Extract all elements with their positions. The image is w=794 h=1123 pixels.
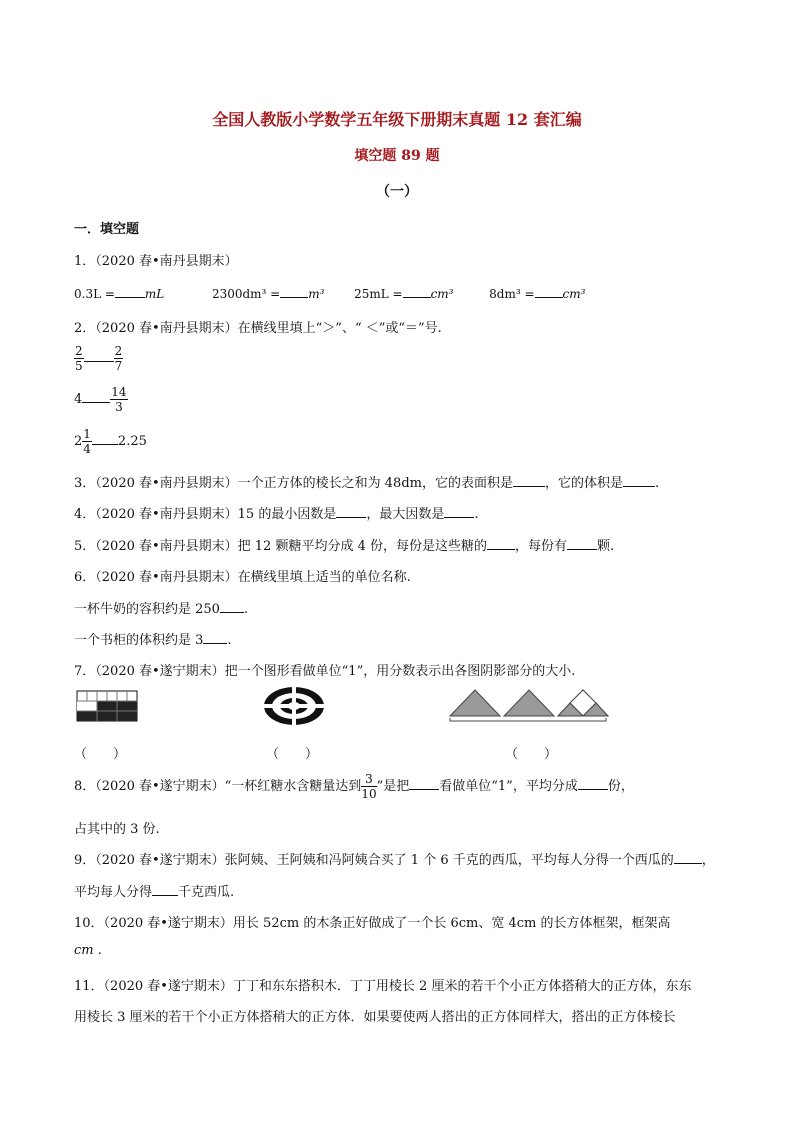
answer-blank[interactable] [203,631,227,644]
question-8: 8．（2020 春•遂宁期末）“一杯红糖水含糖量达到 $\frac{3}{10}$ ”是把 看做单位“1”，平均分成 份， [74,772,634,801]
answer-blank[interactable] [409,777,439,790]
section-heading: 一．填空题 [74,222,140,237]
answer-blank[interactable] [115,285,145,298]
question-10-line-2: cm . [74,943,102,958]
question-3: 3．（2020 春•南丹县期末）一个正方体的棱长之和为 48dm，它的表面积是 ，它的体积是 . [74,476,660,491]
q1-d-unit: cm³ [562,287,586,301]
question-9: 9．（2020 春•遂宁期末）张阿姨、王阿姨和冯阿姨合买了 1 个 6 千克的西瓜，平均每人分得一个西瓜的 ， [74,853,715,868]
question-9-line-2: 平均每人分得 千克西瓜. [74,885,235,900]
answer-blank[interactable] [535,285,563,298]
question-5: 5．（2020 春•南丹县期末）把 12 颗糖平均分成 4 份，每份是这些糖的 ，每份有 颗. [74,539,615,554]
triangle-figure [448,688,612,722]
answer-blank[interactable] [336,505,366,518]
document-subtitle: 填空题 89 题 [354,148,440,164]
q1-a-unit: mL [144,287,165,301]
q1-b-unit: m³ [308,287,325,301]
q2-row-1: $\frac{2}{5}$ $\frac{2}{7}$ [75,344,123,373]
answer-blank[interactable] [674,851,702,864]
answer-blank[interactable] [82,390,110,403]
q2-row-3: 2 $\frac{1}{4}$ 2.25 [74,427,147,456]
answer-blank[interactable] [152,883,178,896]
answer-paren-3[interactable]: （ ） [505,747,558,762]
part-label: （一） [376,184,418,200]
answer-paren-2[interactable]: （ ） [266,747,319,762]
answer-blank[interactable] [444,505,474,518]
answer-blank[interactable] [220,600,244,613]
q1-a-expr: 0.3L = [74,287,115,301]
q1-b-expr: 2300dm³ = [211,287,281,301]
question-10: 10．（2020 春•遂宁期末）用长 52cm 的木条正好做成了一个长 6cm、宽 4cm 的长方体框架，框架高 [74,916,671,931]
question-1-conversions [74,285,585,301]
q1-c-expr: 25mL = [354,287,403,301]
question-1-head: 1．（2020 春•南丹县期末） [74,254,238,269]
question-6-head: 6．（2020 春•南丹县期末）在横线里填上适当的单位名称. [74,570,411,585]
q1-c-unit: cm³ [430,287,454,301]
answer-paren-1[interactable]: （ ） [74,747,127,762]
answer-blank[interactable] [623,474,655,487]
answer-blank[interactable] [578,777,608,790]
question-8-line-2: 占其中的 3 份. [74,822,160,837]
question-7-text: 7．（2020 春•遂宁期末）把一个图形看做单位“1”，用分数表示出各图阴影部分的大小. [74,664,576,679]
q2-row-2: 4 $\frac{14}{3}$ [74,385,127,414]
answer-blank[interactable] [92,432,118,445]
answer-blank[interactable] [84,349,114,362]
document-title: 全国人教版小学数学五年级下册期末真题 12 套汇编 [212,110,582,129]
question-11-line-2: 用棱长 3 厘米的若干个小正方体搭稍大的正方体．如果要使两人搭出的正方体同样大，搭出的正方体棱长 [74,1010,676,1025]
answer-blank[interactable] [403,285,431,298]
answer-blank[interactable] [513,474,545,487]
question-11-line-1: 11．（2020 春•遂宁期末）丁丁和东东搭积木．丁丁用棱长 2 厘米的若干个小正方体搭稍大的正方体，东东 [74,979,692,994]
q1-d-expr: 8dm³ = [489,287,535,301]
answer-blank[interactable] [487,537,515,550]
question-4: 4．（2020 春•南丹县期末）15 的最小因数是 ，最大因数是 . [74,507,479,522]
grid-figure [76,690,138,722]
answer-blank[interactable] [567,537,597,550]
answer-blank[interactable] [280,285,308,298]
question-6-line-1: 一杯牛奶的容积约是 250 . [74,602,249,617]
question-2-text: 2．（2020 春•南丹县期末）在横线里填上“＞”、“ ＜”或“＝”号. [74,321,442,336]
question-6-line-2: 一个书柜的体积约是 3 . [74,633,232,648]
target-figure [263,686,325,726]
